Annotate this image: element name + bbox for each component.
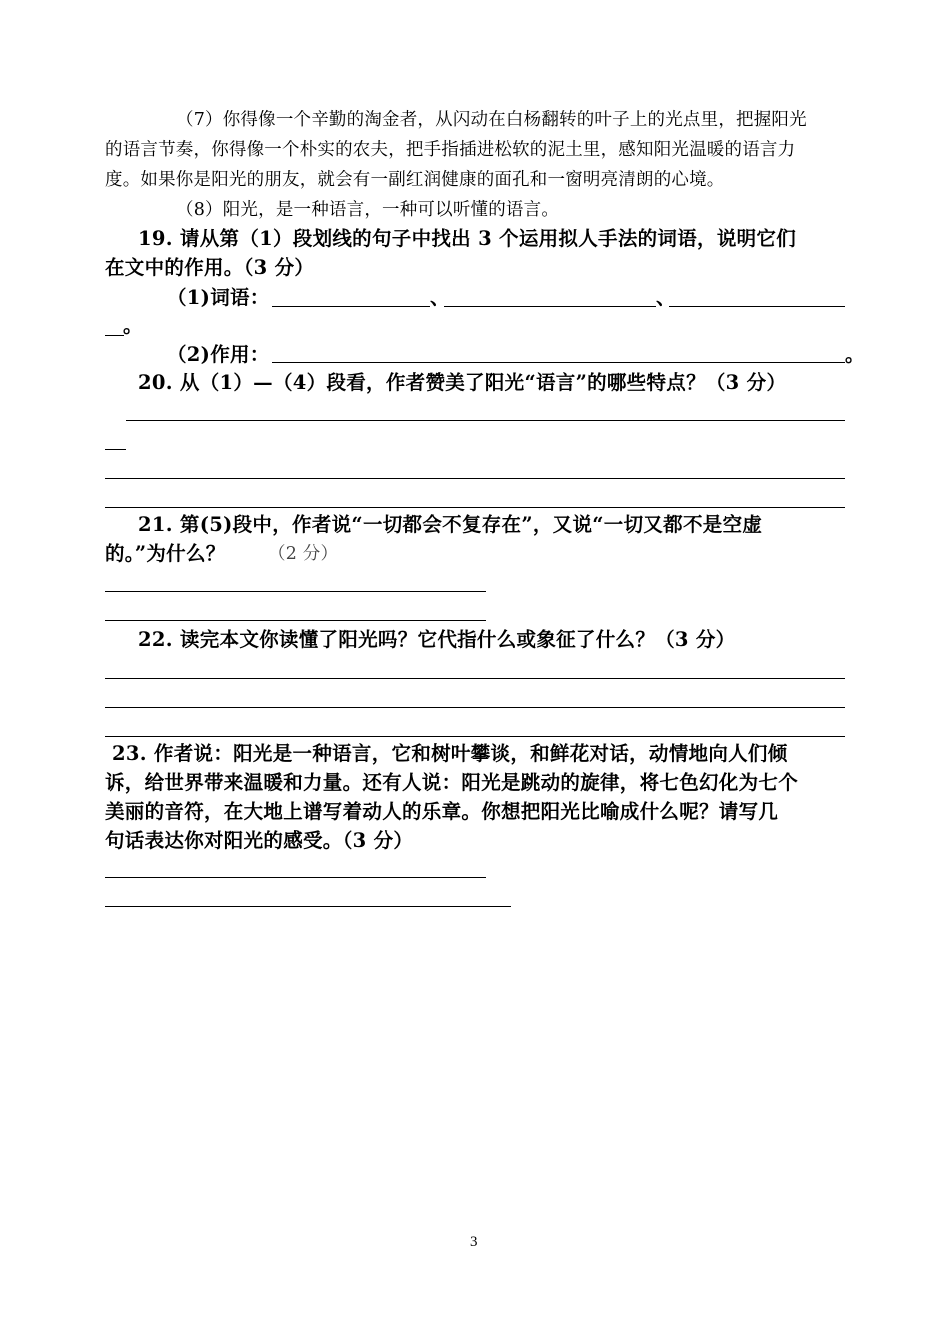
q19-word3-blank[interactable]: [669, 306, 845, 307]
q23-answer-line-2[interactable]: [105, 906, 511, 907]
q22-answer-line-1[interactable]: [105, 678, 845, 679]
q19-word1-blank[interactable]: [272, 306, 430, 307]
passage-p7-line1: （7）你得像一个辛勤的淘金者，从闪动在白杨翻转的叶子上的光点里，把握阳光: [176, 110, 807, 130]
q19-effect-blank[interactable]: [272, 362, 845, 363]
q22-answer-line-2[interactable]: [105, 707, 845, 708]
passage-p8: （8）阳光，是一种语言，一种可以听懂的语言。: [176, 200, 560, 220]
question-21-score: （2 分）: [268, 544, 339, 564]
q23-answer-line-1[interactable]: [105, 877, 486, 878]
passage-p7-line3: 度。如果你是阳光的朋友，就会有一副红润健康的面孔和一窗明亮清朗的心境。: [105, 170, 725, 190]
q19-effect-end: 。: [845, 343, 865, 366]
q20-answer-line-2[interactable]: [105, 478, 845, 479]
question-21-line1: 21. 第(5)段中，作者说“一切都会不复存在”，又说“一切又都不是空虚: [138, 513, 763, 536]
question-23-line1: 23. 作者说：阳光是一种语言，它和树叶攀谈，和鲜花对话，动情地向人们倾: [112, 742, 788, 765]
q19-word2-blank[interactable]: [444, 306, 656, 307]
question-19-line2: 在文中的作用。（3 分）: [105, 256, 315, 279]
question-23-line2: 诉，给世界带来温暖和力量。还有人说：阳光是跳动的旋律，将七色幻化为七个: [105, 771, 799, 794]
question-23-line4: 句话表达你对阳光的感受。（3 分）: [105, 829, 414, 852]
q21-answer-line-1[interactable]: [105, 591, 486, 592]
q21-answer-line-2[interactable]: [105, 620, 486, 621]
passage-p7-line2: 的语言节奏，你得像一个朴实的农夫，把手指插进松软的泥土里，感知阳光温暖的语言力: [105, 140, 796, 160]
q19-separator-1: 、: [430, 286, 450, 309]
question-22: 22. 读完本文你读懂了阳光吗？它代指什么或象征了什么？（3 分）: [138, 628, 736, 651]
question-20: 20. 从（1）—（4）段看，作者赞美了阳光“语言”的哪些特点？（3 分）: [138, 371, 787, 394]
page-number: 3: [470, 1234, 478, 1250]
q19-separator-2: 、: [656, 286, 676, 309]
q20-answer-line-1-continued[interactable]: [105, 449, 126, 450]
q20-answer-line-1[interactable]: [126, 420, 845, 421]
q22-answer-line-3[interactable]: [105, 736, 845, 737]
q20-answer-line-3[interactable]: [105, 507, 845, 508]
q19-words-end: 。: [123, 314, 143, 337]
question-23-line3: 美丽的音符，在大地上谱写着动人的乐章。你想把阳光比喻成什么呢？请写几: [105, 800, 779, 823]
q19-word3-blank-continued[interactable]: [105, 335, 124, 336]
q19-words-label: （1)词语：: [167, 286, 270, 309]
question-21-line2: 的。”为什么？: [105, 542, 226, 565]
question-19-line1: 19. 请从第（1）段划线的句子中找出 3 个运用拟人手法的词语，说明它们: [138, 227, 797, 250]
q19-effect-label: （2)作用：: [167, 343, 270, 366]
